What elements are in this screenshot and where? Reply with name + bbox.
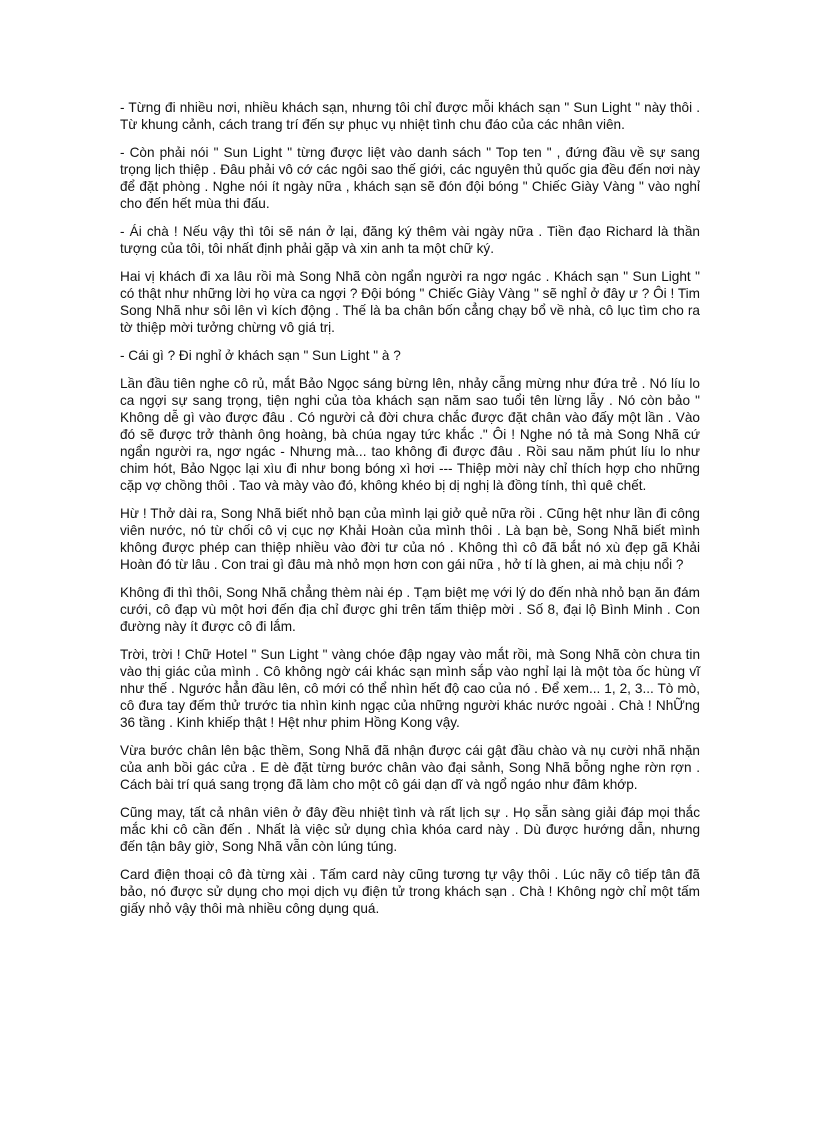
paragraph: - Cái gì ? Đi nghỉ ở khách sạn " Sun Light " à ?	[120, 348, 401, 363]
paragraph: Hừ ! Thở dài ra, Song Nhã biết nhỏ bạn của mình lại giở quẻ nữa rồi . Cũng hệt như lần đi công viên nước, nó từ chối cô vị cục nợ Khải Hoàn của mình thôi . Là bạn bè, Song Nhã biết mình không được phép can thiệp nhiều vào đời tư của nó . Không thì cô đã bắt nó xù đẹp gã Khải Hoàn đó từ lâu . Con trai gì đâu mà nhỏ mọn hơn con gái nữa , hở tí là ghen, ai mà chịu nổi ?	[120, 506, 700, 572]
document-page	[120, 99, 700, 928]
paragraph: Vừa bước chân lên bậc thềm, Song Nhã đã nhận được cái gật đầu chào và nụ cười nhã nhặn của anh bồi gác cửa . E dè đặt từng bước chân vào đại sảnh, Song Nhã bỗng nghe rờn rợn . Cách bài trí quá sang trọng đã làm cho một cô gái dạn dĩ và ngổ ngáo như đâm khớp.	[120, 743, 700, 792]
paragraph: Card điện thoại cô đà từng xài . Tấm card này cũng tương tự vậy thôi . Lúc nãy cô tiếp tân đã bảo, nó được sử dụng cho mọi dịch vụ điện tử trong khách sạn . Chà ! Không ngờ chỉ một tấm giấy nhỏ vậy thôi mà nhiều công dụng quá.	[120, 867, 700, 916]
paragraph: - Ái chà ! Nếu vậy thì tôi sẽ nán ở lại, đăng ký thêm vài ngày nữa . Tiền đạo Richard là thần tượng của tôi, tôi nhất định phải gặp và xin anh ta một chữ ký.	[120, 224, 700, 256]
paragraph: - Còn phải nói " Sun Light " từng được liệt vào danh sách " Top ten " , đứng đầu về sự sang trọng lịch thiệp . Đâu phải vô cớ các ngôi sao thế giới, các nguyên thủ quốc gia đều đến nơi này để đặt phòng . Nghe nói ít ngày nữa , khách sạn sẽ đón đội bóng " Chiếc Giày Vàng " vào nghỉ cho đến hết mùa thi đấu.	[120, 145, 700, 211]
paragraph: - Từng đi nhiều nơi, nhiều khách sạn, nhưng tôi chỉ được mỗi khách sạn " Sun Light " này thôi . Từ khung cảnh, cách trang trí đến sự phục vụ nhiệt tình chu đáo của các nhân viên.	[120, 100, 700, 132]
paragraph: Cũng may, tất cả nhân viên ở đây đều nhiệt tình và rất lịch sự . Họ sẵn sàng giải đáp mọi thắc mắc khi cô cần đến . Nhất là việc sử dụng chìa khóa card này . Dù được hướng dẫn, nhưng đến tận bây giờ, Song Nhã vẫn còn lúng túng.	[120, 805, 700, 854]
paragraph: Trời, trời ! Chữ Hotel " Sun Light " vàng chóe đập ngay vào mắt rồi, mà Song Nhã còn chưa tin vào thị giác của mình . Cô không ngờ cái khác sạn mình sắp vào nghỉ lại là một tòa ốc hùng vĩ như thế . Ngước hẳn đầu lên, cô mới có thể nhìn hết độ cao của nó . Để xem... 1, 2, 3... Tò mò, cô đưa tay đếm thử trước tia nhìn kinh ngạc của những người khác nước ngoài . Chà ! NhỮng 36 tầng . Kinh khiếp thật ! Hệt như phim Hồng Kong vậy.	[120, 647, 700, 730]
paragraph: Không đi thì thôi, Song Nhã chẳng thèm nài ép . Tạm biệt mẹ với lý do đến nhà nhỏ bạn ăn đám cưới, cô đạp vù một hơi đến địa chỉ được ghi trên tấm thiệp mời . Số 8, đại lộ Bình Minh . Con đường này ít được cô đi lắm.	[120, 585, 700, 634]
paragraph: Lần đầu tiên nghe cô rủ, mắt Bảo Ngọc sáng bừng lên, nhảy cẫng mừng như đứa trẻ . Nó líu lo ca ngợi sự sang trọng, tiện nghi của tòa khách sạn năm sao tuổi tên lừng lẫy . Nó còn bảo " Không dễ gì vào được đâu . Có người cả đời chưa chắc được đặt chân vào đấy một lần . Vào đó sẽ được trở thành ông hoàng, bà chúa ngay tức khắc ." Ôi ! Nghe nó tả mà Song Nhã cứ ngẩn người ra, ngơ ngác - Nhưng mà... tao không đi được đâu . Rồi sau năm phút líu lo như chim hót, Bảo Ngọc lại xìu đi như bong bóng xì hơi --- Thiệp mời này chỉ thích hợp cho những cặp vợ chồng thôi . Tao và mày vào đó, không khéo bị dị nghị là đồng tính, thì quê chết.	[120, 376, 700, 493]
paragraph: Hai vị khách đi xa lâu rồi mà Song Nhã còn ngẩn người ra ngơ ngác . Khách sạn " Sun Light " có thật như những lời họ vừa ca ngợi ? Đội bóng " Chiếc Giày Vàng " sẽ nghỉ ở đây ư ? Ôi ! Tim Song Nhã như sôi lên vì kích động . Thế là ba chân bốn cẳng chạy bổ về nhà, cô lục tìm cho ra tờ thiệp mời tưởng chừng vô giá trị.	[120, 269, 700, 335]
